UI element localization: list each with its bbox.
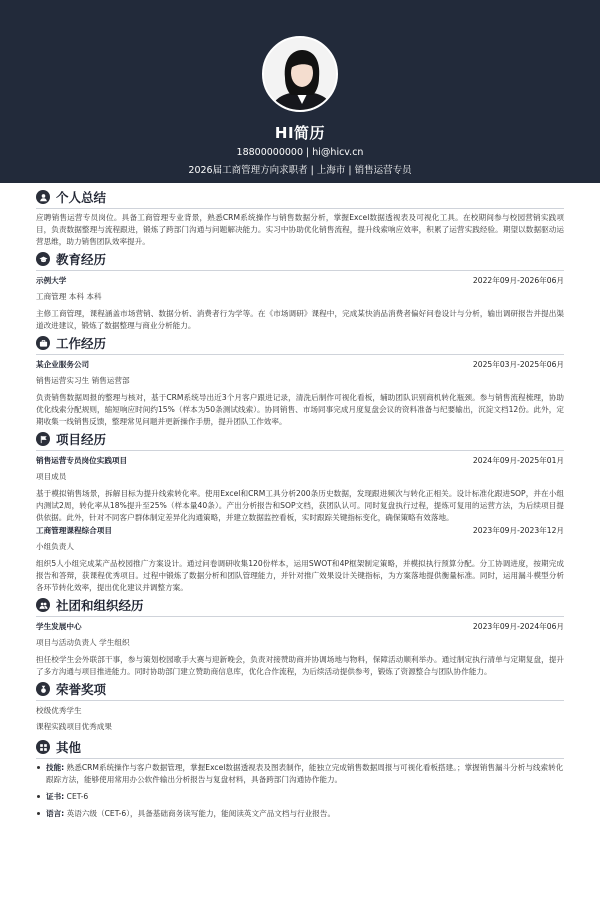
project-text: 组织5人小组完成某产品校园推广方案设计。通过问卷调研收集120份样本，运用SWOT和4P框架制定策略，并模拟执行预算分配。分工协调进度，按期完成报告和答辩，获课程优秀项目。过程中锻炼了数据分析和团队管理能力，并针对推广效果设计关键指标，为方案落地提供衡量标准。同时，运用漏斗模型分析各环节转化效率，提出优化建议并调整方案。 [36,559,564,592]
entry-date: 2023年09月-2023年12月 [472,526,564,535]
section-title: 项目经历 [56,432,107,447]
item-value: 英语六级（CET-6），具备基础商务读写能力，能阅读英文产品文档与行业报告。 [64,809,336,818]
section-title: 荣誉奖项 [56,682,107,697]
resume-body [36,186,564,825]
other-list [36,762,564,820]
entry-heading [36,620,564,633]
people-icon [36,598,50,612]
entry-date: 2025年03月-2025年06月 [472,360,564,369]
section-title: 社团和组织经历 [56,598,144,613]
project-role: 小组负责人 [36,542,74,551]
medal-icon [36,682,50,696]
contact-info: 18800000000 | hi@hicv.cn [236,147,364,158]
organization-name: 学生发展中心 [36,622,82,631]
job-role: 销售运营实习生 销售运营部 [36,376,130,385]
candidate-name: HI简历 [274,124,326,142]
entry-heading [36,524,564,537]
job-intention: 2026届工商管理方向求职者 | 上海市 | 销售运营专员 [188,165,412,176]
section-title: 其他 [56,740,82,755]
section-header [36,678,564,701]
activities-text: 担任校学生会外联部干事，参与策划校园歌手大赛与迎新晚会，负责对接赞助商并协调场地与物料，保障活动顺利举办。通过制定执行清单与定期复盘，提升了多方沟通与项目推进能力。同时协助部门建立赞助商信息库，优化合作流程，为后续活动提供参考，锻炼了资源整合与团队协作能力。 [36,655,564,676]
section-summary [36,186,564,248]
section-title: 工作经历 [56,336,107,351]
work-text: 负责销售数据周报的整理与核对，基于CRM系统导出近3个月客户跟进记录，清洗后制作可视化看板，辅助团队识别商机转化瓶颈。参与销售流程梳理，协助优化线索分配规则，缩短响应时间约15%（样本为50条测试线索）。协同销售、市场同事完成月度复盘会议的资料准备与纪要输出，沉淀文档12份。此外，定期收集一线销售反馈，整理常见问题并更新操作手册，提升团队工作效率。 [36,393,564,426]
school-name: 示例大学 [36,276,67,285]
section-other [36,736,564,820]
entry-date: 2023年09月-2024年06月 [472,622,564,631]
graduation-cap-icon [36,252,50,266]
list-item [36,808,564,820]
award-item: 校级优秀学生 [36,706,82,715]
list-item [36,762,564,786]
avatar-photo [264,38,338,112]
section-header [36,594,564,617]
entry-heading [36,358,564,371]
section-activities [36,594,564,678]
project-text: 基于模拟销售场景，拆解目标为提升线索转化率。使用Excel和CRM工具分析200条历史数据，发现跟进频次与转化正相关。设计标准化跟进SOP，并在小组内测试2周，转化率从18%提升至25%（样本量40条）。产出分析报告和SOP文档，获团队认可。同时复盘执行过程，提炼可复用的运营方法，为后续项目提供依据。此外，针对不同客户群体制定差异化沟通策略，并建立数据监控看板，实时跟踪关键指标变化，确保策略有效落地。 [36,489,564,522]
flag-icon [36,432,50,446]
section-title: 教育经历 [56,252,107,267]
grid-icon [36,740,50,754]
item-key: 证书: [46,792,65,801]
user-icon [36,190,50,204]
section-header [36,332,564,355]
section-header [36,736,564,759]
avatar [262,36,338,112]
section-work [36,332,564,428]
section-projects [36,428,564,594]
item-value: CET-6 [64,792,89,801]
award-item: 课程实践项目优秀成果 [36,722,112,731]
summary-text: 应聘销售运营专员岗位。具备工商管理专业背景，熟悉CRM系统操作与销售数据分析，掌握Excel数据透视表及可视化工具。在校期间参与校园营销实践项目，负责数据整理与流程跟进，锻炼了跨部门沟通与问题解决能力。实习中协助优化销售流程，提升线索响应效率，积累了运营实践经验。期望以数据驱动运营思维，助力销售团队效率提升。 [36,213,564,246]
entry-heading [36,454,564,467]
project-name: 工商管理课程综合项目 [36,526,112,535]
section-title: 个人总结 [56,190,107,205]
project-role: 项目成员 [36,472,67,481]
organization-role: 项目与活动负责人 学生组织 [36,638,130,647]
education-text: 主修工商管理，课程涵盖市场营销、数据分析、消费者行为学等。在《市场调研》课程中，完成某快消品消费者偏好问卷设计与分析，输出调研报告并提出渠道改进建议，锻炼了数据整理与商业分析能力。 [36,309,564,330]
list-item [36,791,564,803]
briefcase-icon [36,336,50,350]
entry-date: 2022年09月-2026年06月 [472,276,564,285]
section-header [36,248,564,271]
item-key: 语言: [46,809,65,818]
section-awards [36,678,564,734]
entry-date: 2024年09月-2025年01月 [472,456,564,465]
resume-header [0,0,600,183]
entry-heading [36,274,564,287]
item-value: 熟悉CRM系统操作与客户数据管理，掌握Excel数据透视表及图表制作，能独立完成销售数据周报与可视化看板搭建。；掌握销售漏斗分析与线索转化跟踪方法，能够使用常用办公软件输出分析报告与复盘材料，具备跨部门沟通协作能力。 [46,763,564,784]
major-degree: 工商管理 本科 本科 [36,292,102,301]
section-education [36,248,564,332]
company-name: 某企业服务公司 [36,360,90,369]
section-header [36,428,564,451]
item-key: 技能: [46,763,65,772]
section-header [36,186,564,209]
project-name: 销售运营专员岗位实践项目 [36,456,128,465]
